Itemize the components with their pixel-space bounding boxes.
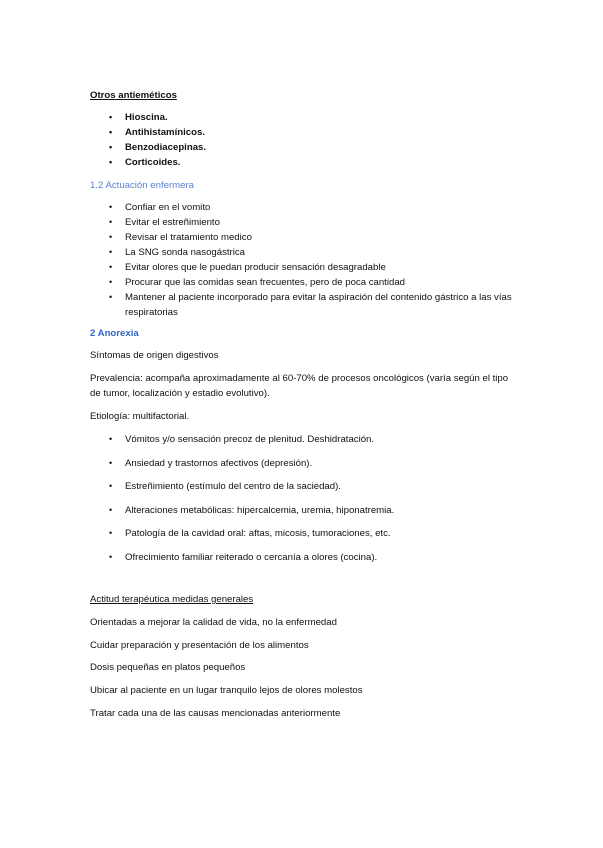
list-item: • Corticoides. (0, 155, 603, 170)
heading-actuacion-enfermera: 1.2 Actuación enfermera (90, 180, 194, 191)
antiemetics-list (0, 110, 603, 170)
list-item: • Ansiedad y trastornos afectivos (depresión). (0, 452, 603, 476)
symptoms-text: Síntomas de origen digestivos (90, 350, 219, 361)
list-item: • Hioscina. (0, 110, 603, 125)
measure-line: Cuidar preparación y presentación de los alimentos (90, 640, 309, 651)
list-item: • Procurar que las comidas sean frecuentes, pero de poca cantidad (0, 275, 603, 290)
measure-line: Tratar cada una de las causas mencionadas anteriormente (90, 708, 341, 719)
etiology-text: Etiología: multifactorial. (90, 411, 190, 422)
prevalence-paragraph: Prevalencia: acompaña aproximadamente al 60-70% de procesos oncológicos (varía según el tipo de tumor, localización y estadio evolutivo). (90, 373, 509, 399)
list-item: • Confiar en el vomito (0, 200, 603, 215)
list-item: • Benzodiacepinas. (0, 140, 603, 155)
etiology-causes-list (0, 428, 603, 569)
heading-anorexia: 2 Anorexia (90, 328, 139, 339)
heading-actitud-terapeutica: Actitud terapéutica medidas generales (90, 594, 254, 605)
list-item: • Patología de la cavidad oral: aftas, micosis, tumoraciones, etc. (0, 522, 603, 546)
list-item: • Estreñimiento (estímulo del centro de la saciedad). (0, 475, 603, 499)
nursing-actions-list (0, 200, 603, 320)
list-item: • Evitar olores que le puedan producir sensación desagradable (0, 260, 603, 275)
measure-line: Ubicar al paciente en un lugar tranquilo lejos de olores molestos (90, 685, 363, 696)
list-item: • Evitar el estreñimiento (0, 215, 603, 230)
measure-line: Orientadas a mejorar la calidad de vida, no la enfermedad (90, 617, 337, 628)
heading-otros-antiemeticos: Otros antieméticos (90, 90, 177, 101)
list-item: • Vómitos y/o sensación precoz de plenitud. Deshidratación. (0, 428, 603, 452)
list-item: • Revisar el tratamiento medico (0, 230, 603, 245)
list-item: • Alteraciones metabólicas: hipercalcemia, uremia, hiponatremia. (0, 499, 603, 523)
list-item: • Antihistamínicos. (0, 125, 603, 140)
measure-line: Dosis pequeñas en platos pequeños (90, 662, 246, 673)
list-item: • Mantener al paciente incorporado para evitar la aspiración del contenido gástrico a las vías respiratorias (0, 290, 603, 320)
list-item: • Ofrecimiento familiar reiterado o cercanía a olores (cocina). (0, 546, 603, 570)
list-item: • La SNG sonda nasogástrica (0, 245, 603, 260)
